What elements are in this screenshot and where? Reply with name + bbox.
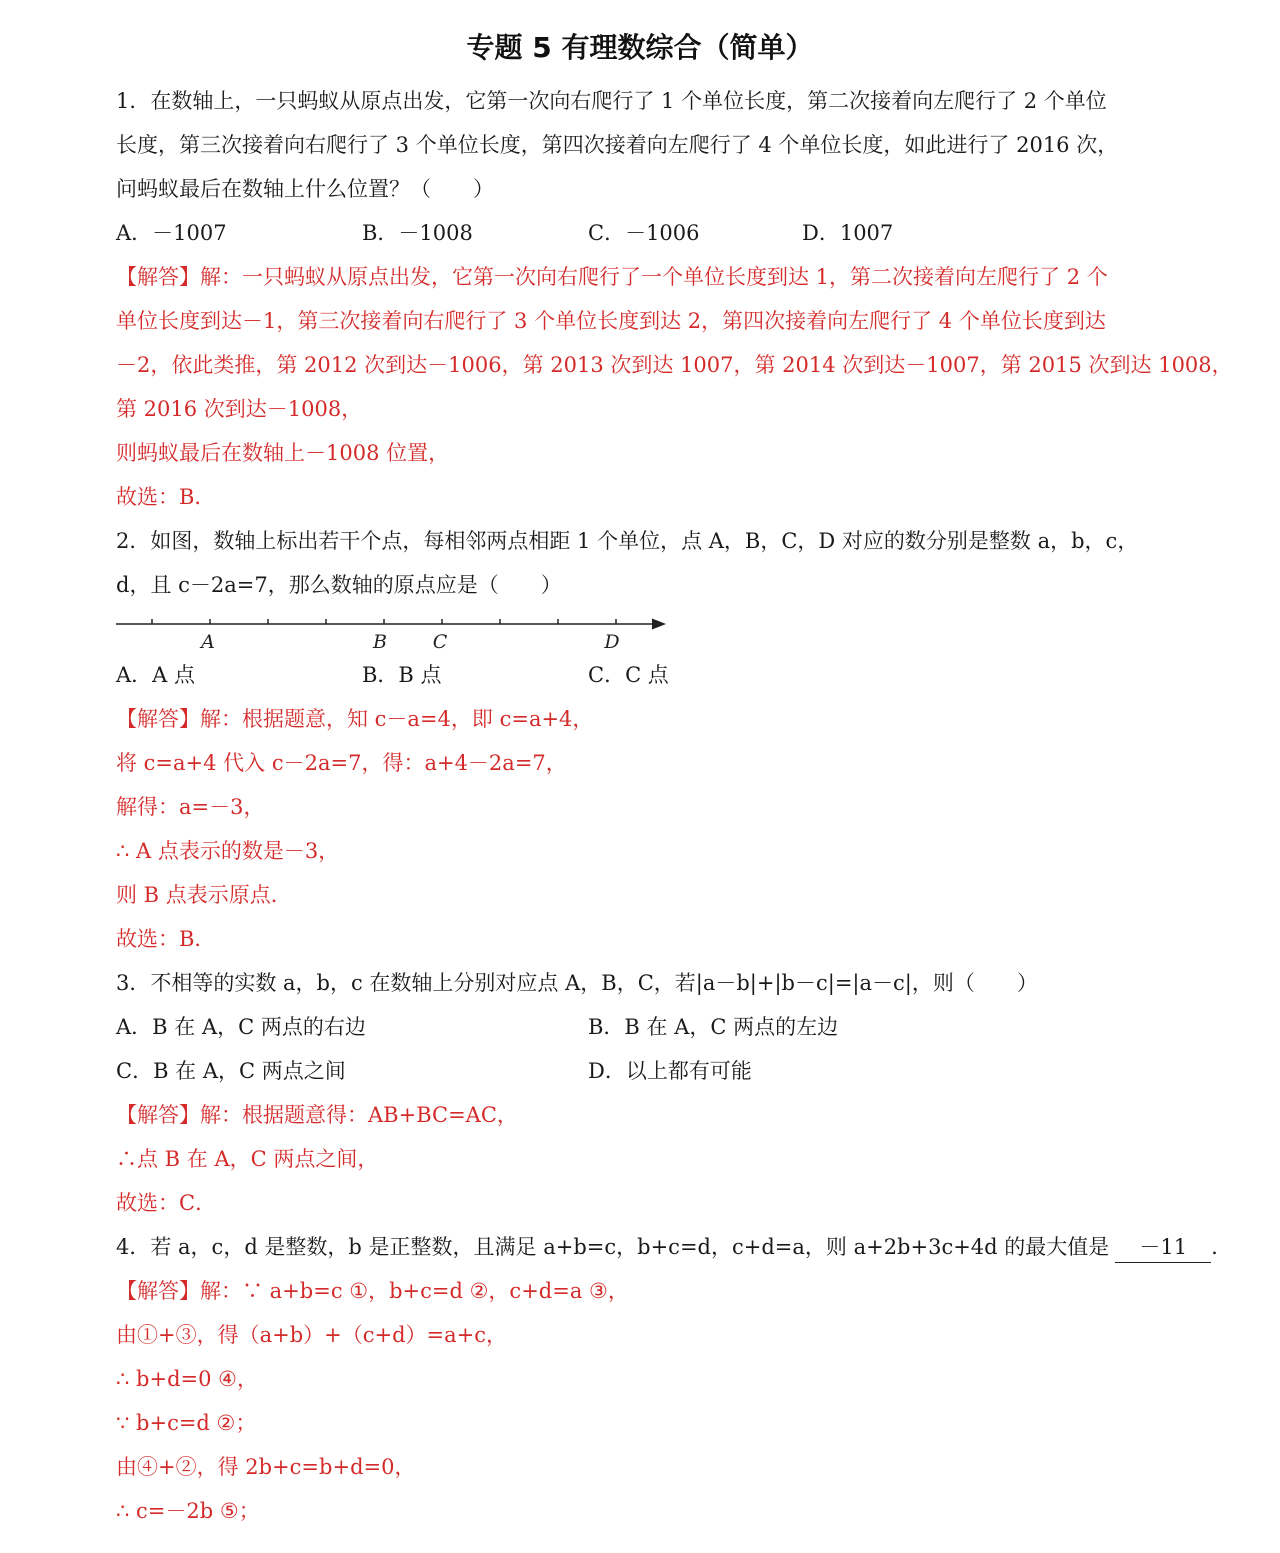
q2-text-line-2: d，且 c－2a=7，那么数轴的原点应是（ ） bbox=[116, 573, 562, 597]
q4-question-text: 4．若 a，c，d 是整数，b 是正整数，且满足 a+b=c，b+c=d，c+d=a，则 a+2b+3c+4d 的最大值是 bbox=[116, 1235, 1110, 1259]
q1-answer-line-3: －2，依此类推，第 2012 次到达－1006，第 2013 次到达 1007，第 2014 次到达－1007，第 2015 次到达 1008， bbox=[116, 353, 1233, 377]
q4-answer-blank: －11 bbox=[1115, 1232, 1211, 1263]
q3-answer-line-3: 故选：C． bbox=[116, 1191, 217, 1215]
q1-answer-line-1: 【解答】解：一只蚂蚁从原点出发，它第一次向右爬行了一个单位长度到达 1，第二次接着向左爬行了 2 个 bbox=[116, 265, 1108, 289]
q2-answer-line-5: 则 B 点表示原点． bbox=[116, 883, 292, 907]
q3-option-b: B．B 在 A，C 两点的左边 bbox=[588, 1015, 839, 1039]
point-label-b: B bbox=[373, 631, 387, 653]
point-label-a: A bbox=[201, 631, 215, 653]
q2-text-line-1: 2．如图，数轴上标出若干个点，每相邻两点相距 1 个单位，点 A，B，C，D 对应的数分别是整数 a，b，c， bbox=[116, 529, 1139, 553]
page-title: 专题 5 有理数综合（简单） bbox=[466, 31, 814, 64]
q2-answer-line-6: 故选：B． bbox=[116, 927, 216, 951]
q3-text-line-1: 3．不相等的实数 a，b，c 在数轴上分别对应点 A，B，C，若|a－b|+|b－c|=|a－c|，则（ ） bbox=[116, 971, 1038, 995]
q1-text-line-3: 问蚂蚁最后在数轴上什么位置？（ ） bbox=[116, 177, 494, 201]
number-line-figure bbox=[116, 610, 676, 654]
q1-option-a: A．－1007 bbox=[116, 221, 227, 245]
q3-answer-line-2: ∴点 B 在 A，C 两点之间， bbox=[116, 1147, 379, 1171]
q4-answer-line-6: ∴ c=－2b ⑤； bbox=[116, 1499, 260, 1523]
q3-option-d: D．以上都有可能 bbox=[588, 1059, 752, 1083]
q4-answer-line-5: 由④+②，得 2b+c=b+d=0， bbox=[116, 1455, 416, 1479]
q2-answer-line-3: 解得：a=－3， bbox=[116, 795, 265, 819]
q1-answer-line-5: 则蚂蚁最后在数轴上－1008 位置， bbox=[116, 441, 450, 465]
q1-answer-line-4: 第 2016 次到达－1008， bbox=[116, 397, 363, 421]
q1-text-line-2: 长度，第三次接着向右爬行了 3 个单位长度，第四次接着向左爬行了 4 个单位长度，如此进行了 2016 次， bbox=[116, 133, 1119, 157]
q1-option-b: B．－1008 bbox=[362, 221, 473, 245]
q1-option-d: D．1007 bbox=[802, 221, 894, 245]
q3-option-a: A．B 在 A，C 两点的右边 bbox=[116, 1015, 366, 1039]
number-line-arrow bbox=[652, 619, 666, 630]
q3-option-c: C．B 在 A，C 两点之间 bbox=[116, 1059, 346, 1083]
q1-answer-line-2: 单位长度到达－1，第三次接着向右爬行了 3 个单位长度到达 2，第四次接着向左爬行了 4 个单位长度到达 bbox=[116, 309, 1106, 333]
q1-option-c: C．－1006 bbox=[588, 221, 700, 245]
q2-option-c: C．C 点 bbox=[588, 663, 669, 687]
q4-answer-line-4: ∵ b+c=d ②； bbox=[116, 1411, 257, 1435]
q3-answer-line-1: 【解答】解：根据题意得：AB+BC=AC， bbox=[116, 1103, 518, 1127]
q4-text-line bbox=[116, 1232, 1232, 1263]
q4-answer-line-3: ∴ b+d=0 ④， bbox=[116, 1367, 258, 1391]
q1-answer-line-6: 故选：B． bbox=[116, 485, 216, 509]
q2-answer-line-4: ∴ A 点表示的数是－3， bbox=[116, 839, 340, 863]
q2-answer-line-1: 【解答】解：根据题意，知 c－a=4，即 c=a+4， bbox=[116, 707, 594, 731]
q1-text-line-1: 1．在数轴上，一只蚂蚁从原点出发，它第一次向右爬行了 1 个单位长度，第二次接着向左爬行了 2 个单位 bbox=[116, 89, 1107, 113]
q2-answer-line-2: 将 c=a+4 代入 c－2a=7，得：a+4－2a=7， bbox=[116, 751, 567, 775]
point-label-c: C bbox=[432, 631, 448, 653]
q4-end-punct: ． bbox=[1211, 1235, 1233, 1259]
q2-option-b: B．B 点 bbox=[362, 663, 442, 687]
point-label-d: D bbox=[604, 631, 620, 653]
q2-option-a: A．A 点 bbox=[116, 663, 196, 687]
q4-answer-line-2: 由①+③，得（a+b）+（c+d）=a+c， bbox=[116, 1323, 508, 1347]
q4-answer-line-1: 【解答】解：∵ a+b=c ①，b+c=d ②，c+d=a ③， bbox=[116, 1279, 629, 1303]
